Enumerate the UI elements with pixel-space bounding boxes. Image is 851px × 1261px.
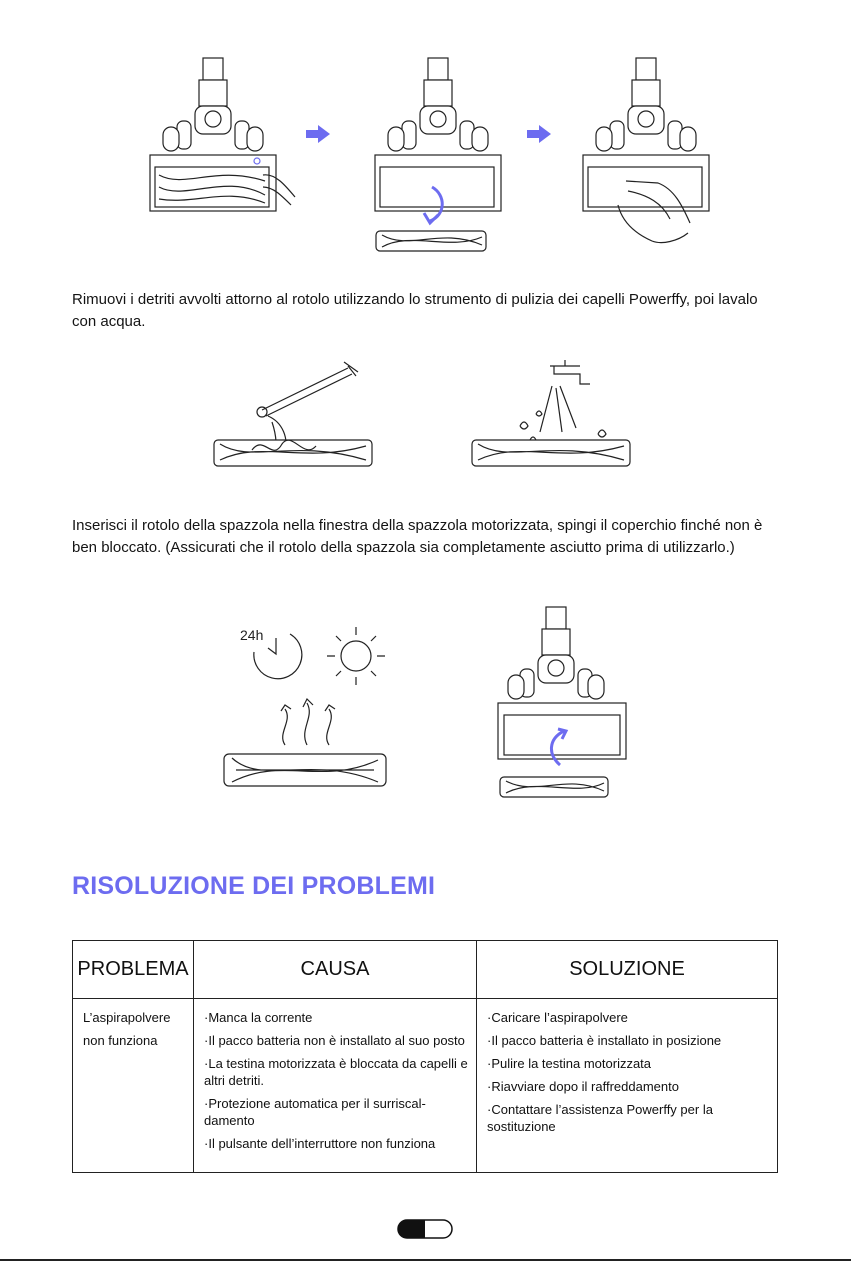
step-2-instructions: Inserisci il rotolo della spazzola nella finestra della spazzola motorizzata, spingi il coperchio finché non è ben bloccato. (Assicurati che il rotolo della spazzola sia completamente asciutto prima di utilizzarlo.) [72,517,763,556]
arrow-right-icon [306,125,330,143]
arrow-right-icon [527,125,551,143]
step-1-instructions: Rimuovi i detriti avvolti attorno al rotolo utilizzando lo strumento di pulizia dei capelli Powerffy, poi lavalo con acqua. [72,291,758,330]
problem-text-line-1: L’aspirapolvere [83,1010,171,1025]
sun-icon [322,623,390,689]
cause-cell [194,999,477,1173]
list-item: · Pulire la testina motorizzata [487,1055,769,1072]
clock-icon [250,628,302,680]
brush-roll-illustration [222,750,388,790]
troubleshooting-table [72,940,778,1173]
solution-cell [477,999,778,1173]
list-item: · Il pacco batteria è installato in posizione [487,1032,769,1049]
cleaning-tool-illustration [212,360,382,472]
list-item: · Il pacco batteria non è installato al suo posto [204,1032,468,1049]
list-item: · Contattare l’assistenza Powerffy per la sostituzione [487,1101,769,1135]
page-indicator-icon [397,1219,453,1239]
table-row [73,999,778,1173]
list-item: · Protezione automatica per il surriscal-damento [204,1095,468,1129]
reinsert-brush-illustration [496,605,636,801]
section-title: RISOLUZIONE DEI PROBLEMI [72,872,436,900]
list-item: · Caricare l’aspirapolvere [487,1009,769,1026]
washing-illustration [470,356,640,472]
drying-time-label: 24h [240,627,264,643]
brush-head-illustration-1 [145,55,305,215]
header-solution: SOLUZIONE [477,941,778,999]
list-item: · La testina motorizzata è bloccata da capelli e altri detriti. [204,1055,468,1089]
heat-waves-icon [275,697,345,747]
list-item: · Riavviare dopo il raffreddamento [487,1078,769,1095]
list-item: · Manca la corrente [204,1009,468,1026]
problem-cell [73,999,194,1173]
brush-head-illustration-2 [370,55,530,265]
list-item: · Il pulsante dell’interruttore non funziona [204,1135,468,1152]
brush-head-illustration-3 [578,55,738,255]
header-problem: PROBLEMA [73,941,194,999]
problem-text-line-2: non funziona [83,1033,158,1048]
header-cause: CAUSA [194,941,477,999]
